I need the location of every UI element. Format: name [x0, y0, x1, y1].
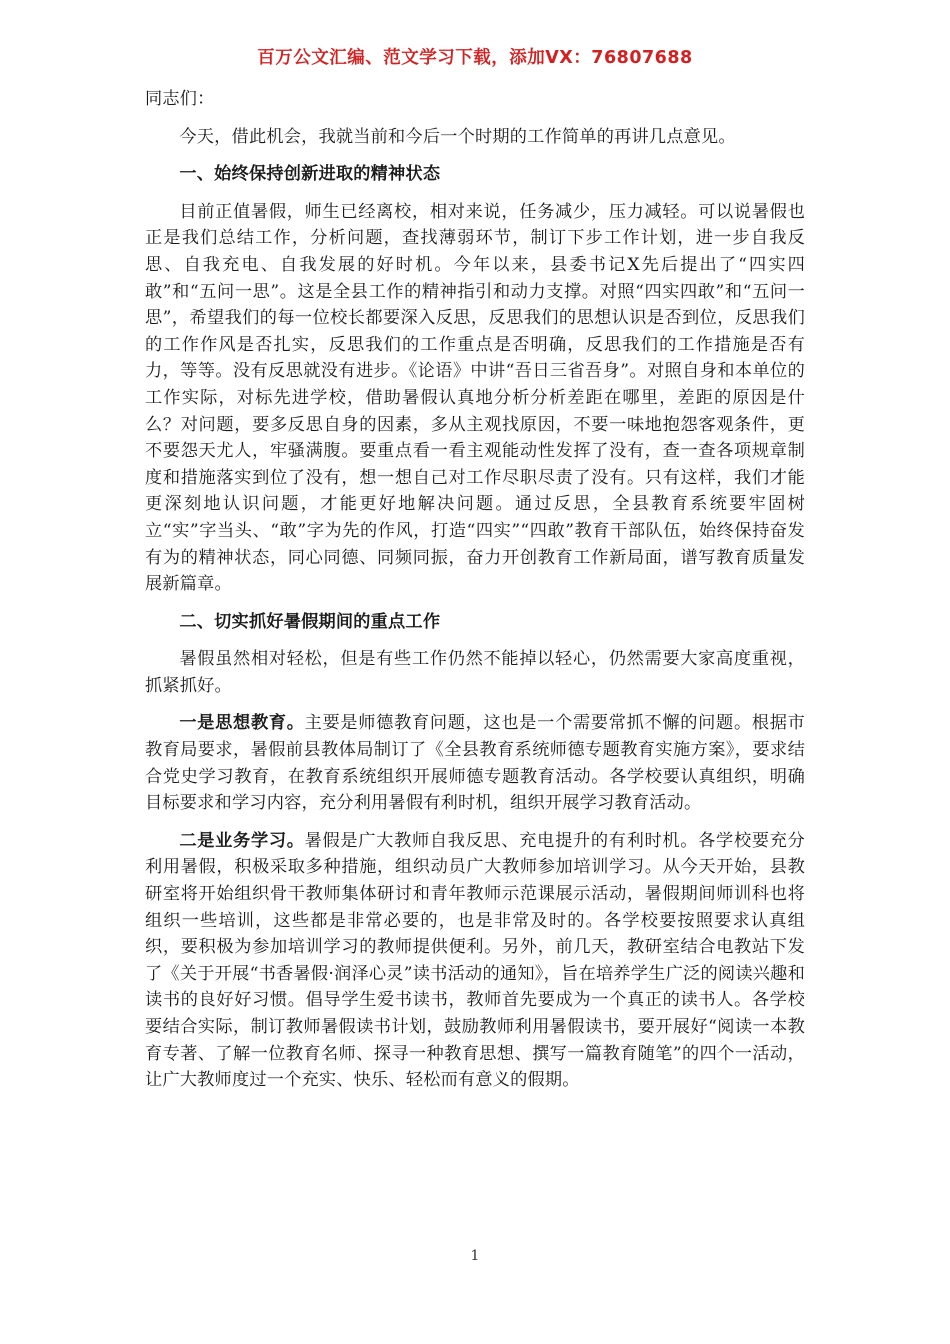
intro-paragraph: 今天，借此机会，我就当前和今后一个时期的工作简单的再讲几点意见。 [179, 126, 736, 147]
section2-item1-paragraph [145, 710, 805, 816]
section2-intro-paragraph: 暑假虽然相对轻松，但是有些工作仍然不能掉以轻心，仍然需要大家高度重视，抓紧抓好。 [145, 649, 805, 696]
section1-heading: 一、始终保持创新进取的精神状态 [179, 164, 441, 185]
section2-heading: 二、切实抓好暑假期间的重点工作 [179, 611, 441, 632]
section1-paragraph: 目前正值暑假，师生已经离校，相对来说，任务减少，压力减轻。可以说暑假也正是我们总结工作，分析问题，查找薄弱环节，制订下步工作计划，进一步自我反思、自我充电、自我发展的好时机。今年以来，县委书记X先后提出了“四实四敢”和“五问一思”。这是全县工作的精神指引和动力支撑。对照“四实四敢”和“五问一思”，希望我们的每一位校长都要深入反思，反思我们的思想认识是否到位，反思我们的工作作风是否扎实，反思我们的工作重点是否明确，反思我们的工作措施是否有力，等等。没有反思就没有进步。《论语》中讲“吾日三省吾身”。对照自身和本单位的工作实际，对标先进学校，借助暑假认真地分析分析差距在哪里，差距的原因是什么？对问题，要多反思自身的因素，多从主观找原因，不要一味地抱怨客观条件，更不要怨天尤人，牢骚满腹。要重点看一看主观能动性发挥了没有，查一查各项规章制度和措施落实到位了没有，想一想自己对工作尽职尽责了没有。只有这样，我们才能更深刻地认识问题，才能更好地解决问题。通过反思，全县教育系统要牢固树立“实”字当头、“敢”字为先的作风，打造“四实”“四敢”教育干部队伍，始终保持奋发有为的精神状态，同心同德、同频同振，奋力开创教育工作新局面，谱写教育质量发展新篇章。 [145, 201, 805, 595]
document-body [145, 86, 805, 1105]
item1-text: 主要是师德教育问题，这也是一个需要常抓不懈的问题。根据市教育局要求，暑假前县教体局制订了《全县教育系统师德专题教育实施方案》，要求结合党史学习教育，在教育系统组织开展师德专题教育活动。各学校要认真组织，明确目标要求和学习内容，充分利用暑假有利时机，组织开展学习教育活动。 [145, 713, 806, 814]
salutation: 同志们： [145, 89, 215, 109]
section2-item2-paragraph [145, 828, 805, 1094]
item2-lead: 二是业务学习。 [179, 830, 305, 851]
item1-lead: 一是思想教育。 [179, 713, 305, 734]
header-banner: 百万公文汇编、范文学习下载，添加VX：76807688 [257, 48, 693, 68]
page-number: 1 [470, 1248, 480, 1264]
item2-text: 暑假是广大教师自我反思、充电提升的有利时机。各学校要充分利用暑假，积极采取多种措施，组织动员广大教师参加培训学习。从今天开始，县教研室将开始组织骨干教师集体研讨和青年教师示范课展示活动，暑假期间师训科也将组织一些培训，这些都是非常必要的，也是非常及时的。各学校要按照要求认真组织，要积极为参加培训学习的教师提供便利。另外，前几天，教研室结合电教站下发了《关于开展“书香暑假·润泽心灵”读书活动的通知》，旨在培养学生广泛的阅读兴趣和读书的良好好习惯。倡导学生爱书读书，教师首先要成为一个真正的读书人。各学校要结合实际，制订教师暑假读书计划，鼓励教师利用暑假读书，要开展好“阅读一本教育专著、了解一位教育名师、探寻一种教育思想、撰写一篇教育随笔”的四个一活动，让广大教师度过一个充实、快乐、轻松而有意义的假期。 [145, 830, 806, 1091]
